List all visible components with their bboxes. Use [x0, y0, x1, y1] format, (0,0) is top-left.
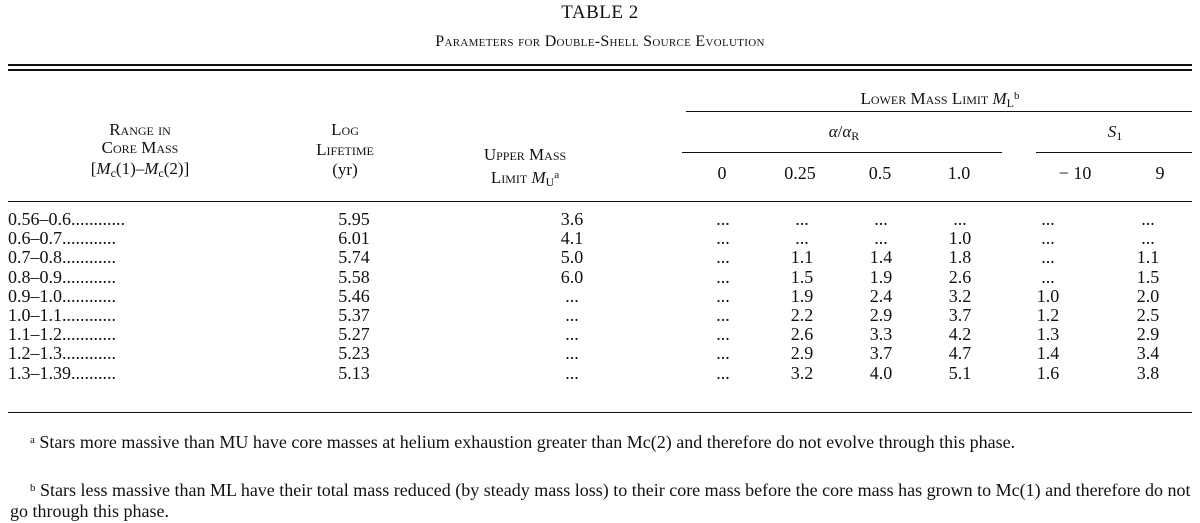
table-row: 1.3–1.39.......... 5.13 ... ... 3.2 4.0 5.1 1.6 3.8 [8, 362, 1160, 383]
header-upper-line1: Upper Mass [483, 145, 567, 164]
col-header-025: 0.25 [784, 163, 816, 183]
col-header-0: 0 [717, 163, 727, 183]
header-alpha-group: $\alpha/\alpha_R$ [828, 122, 860, 143]
col-header-s1-m10: − 10 [1058, 163, 1092, 183]
table-row: 0.56–0.6............ 5.95 3.6 ... ... ... ... ... ... [8, 209, 1155, 230]
table-row: 1.2–1.3............ 5.23 ... ... 2.9 3.7 4.7 1.4 3.4 [8, 343, 1160, 364]
header-range-line3: $[M_c(1)-M_c(2)]$ [90, 159, 190, 180]
header-log-line1: Log [331, 120, 359, 139]
table-bottom-rule [8, 412, 1192, 413]
col-header-05: 0.5 [868, 163, 892, 183]
table-subtitle: Parameters for Double-Shell Source Evolution [435, 33, 765, 50]
data-table [8, 210, 1200, 383]
alpha-group-rule [682, 152, 1002, 153]
header-range-line1: Range in [109, 120, 171, 139]
header-upper-line2: Limit $M_U^a$ [490, 168, 560, 189]
footnote-a: $^a$ Stars more massive than MU have core masses at helium exhaustion greater than Mc(2) and therefore do not evolve through this phase. [30, 432, 1016, 452]
header-log-line2: Lifetime [316, 140, 374, 159]
header-lower-group: Lower Mass Limit $M_L^b$ [860, 89, 1020, 110]
table-row: 0.8–0.9............ 5.58 6.0 ... 1.5 1.9 2.6 ... 1.5 [8, 266, 1160, 287]
lower-group-rule [686, 111, 1192, 112]
col-header-10: 1.0 [947, 163, 971, 183]
table-row: 1.0–1.1............ 5.37 ... ... 2.2 2.9 3.7 1.2 2.5 [8, 305, 1160, 326]
header-log-line3: (yr) [332, 160, 358, 179]
col-header-s1-9: 9 [1155, 163, 1165, 183]
table-row: 0.7–0.8............ 5.74 5.0 ... 1.1 1.4 1.8 ... 1.1 [8, 247, 1160, 268]
table-title: TABLE 2 [561, 2, 639, 23]
header-range-line2: Core Mass [101, 138, 179, 157]
table-row: 1.1–1.2............ 5.27 ... ... 2.6 3.3 4.2 1.3 2.9 [8, 324, 1160, 345]
top-double-rule-2 [8, 69, 1192, 71]
header-bottom-rule [8, 201, 1192, 202]
footnote-b: $^b$ Stars less massive than ML have their total mass reduced (by steady mass loss) to their core mass before the core mass has grown to Mc(1) and therefore do not go through this phase. [10, 480, 1191, 521]
s1-group-rule [1036, 152, 1192, 153]
top-double-rule-1 [8, 64, 1192, 66]
header-s1-group: $S_1$ [1107, 122, 1123, 143]
table-row: 0.6–0.7............ 6.01 4.1 ... ... ... 1.0 ... ... [8, 228, 1155, 249]
table-row: 0.9–1.0............ 5.46 ... ... 1.9 2.4 3.2 1.0 2.0 [8, 285, 1160, 306]
